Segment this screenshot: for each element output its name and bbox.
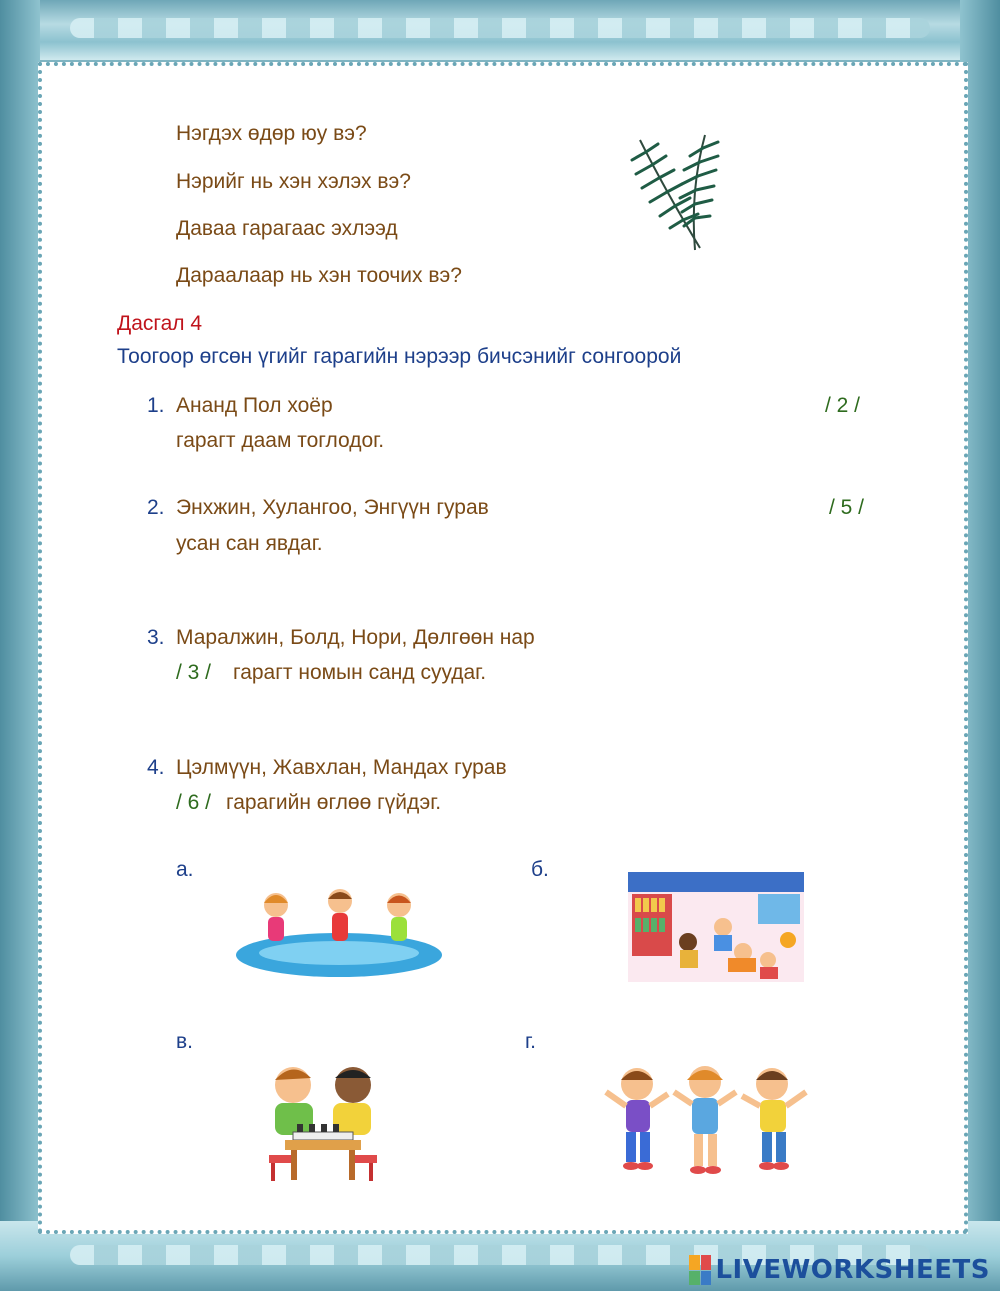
decorative-frame-left [0,0,40,1291]
item-4-line1: Цэлмүүн, Жавхлан, Мандах гурав [176,756,507,779]
library-kids-image[interactable] [628,872,804,982]
item-2-number: 2. [147,496,165,519]
swimming-kids-image[interactable] [234,885,444,980]
item-4-number: 4. [147,756,165,779]
item-3-number: 3. [147,626,165,649]
brand-name: LIVEWORKSHEETS [715,1255,990,1285]
item-1-tag: / 2 / [825,394,861,417]
item-1-number: 1. [147,394,165,417]
item-1-line1: Ананд Пол хоёр [176,394,333,417]
liveworksheets-logo [689,1253,990,1287]
option-b-label[interactable]: б. [531,858,549,881]
liveworksheets-logo-icon [689,1255,711,1285]
item-3-line2: гарагт номын санд суудаг. [233,661,487,684]
item-4-tag: / 6 / [176,791,212,814]
poem-line-4: Дараалаар нь хэн тоочих вэ? [176,264,462,287]
option-v-label[interactable]: в. [176,1030,193,1053]
chess-kids-image[interactable] [265,1060,380,1185]
item-4-line2: гарагийн өглөө гүйдэг. [226,791,442,814]
exercise-instruction: Тоогоор өгсөн үгийг гарагийн нэрээр бичсэнийг сонгоорой [117,345,682,368]
poem-line-2: Нэрийг нь хэн хэлэх вэ? [176,170,411,193]
item-2-line1: Энхжин, Хулангоо, Энгүүн гурав [176,496,489,519]
item-3-tag: / 3 / [176,661,212,684]
item-1-line2: гарагт даам тоглодог. [176,429,385,452]
item-2-line2: усан сан явдаг. [176,532,323,555]
poem-line-1: Нэгдэх өдөр юу вэ? [176,122,367,145]
poem-line-3: Даваа гарагаас эхлээд [176,217,398,240]
running-kids-image[interactable] [602,1062,814,1184]
option-g-label[interactable]: г. [525,1030,536,1053]
item-2-tag: / 5 / [829,496,865,519]
option-a-label[interactable]: а. [176,858,194,881]
decorative-wave-top [70,18,930,38]
fern-illustration [620,130,730,255]
exercise-title: Дасгал 4 [117,312,203,335]
item-3-line1: Маралжин, Болд, Нори, Дөлгөөн нар [176,626,535,649]
